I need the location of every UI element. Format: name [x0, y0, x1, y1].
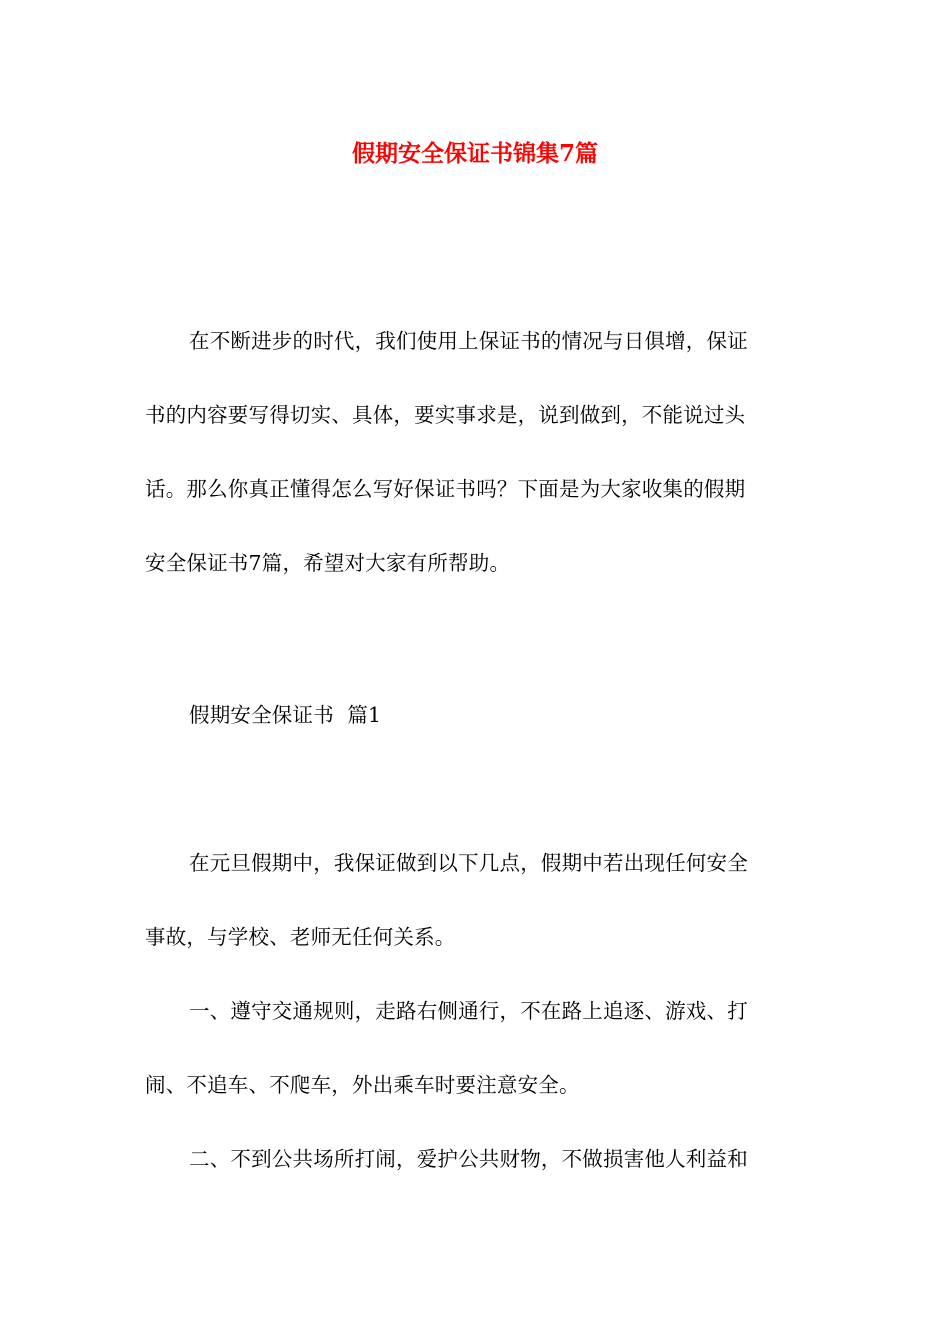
document-title: 假期安全保证书锦集7篇: [351, 140, 598, 167]
list-item-1: [145, 974, 805, 1122]
section-body-paragraph: [145, 826, 805, 974]
section-heading-paragraph: [145, 678, 805, 752]
list-item-2: [145, 1122, 805, 1196]
item-line: 一、遵守交通规则，走路右侧通行，不在路上追逐、游戏、打: [189, 999, 748, 1023]
item-line: 闹、不追车、不爬车，外出乘车时要注意安全。: [145, 1073, 580, 1097]
item-line: 二、不到公共场所打闹，爱护公共财物，不做损害他人利益和: [189, 1147, 748, 1171]
intro-line: 话。那么你真正懂得怎么写好保证书吗？下面是为大家收集的假期: [145, 477, 746, 501]
intro-line: 安全保证书7篇，希望对大家有所帮助。: [145, 551, 511, 575]
intro-paragraph: [145, 304, 805, 600]
body-line: 事故，与学校、老师无任何关系。: [145, 925, 456, 949]
body-line: 在元旦假期中，我保证做到以下几点，假期中若出现任何安全: [189, 851, 748, 875]
intro-line: 在不断进步的时代，我们使用上保证书的情况与日俱增，保证: [189, 329, 748, 353]
intro-line: 书的内容要写得切实、具体，要实事求是，说到做到，不能说过头: [145, 403, 746, 427]
section-heading: 假期安全保证书 篇1: [189, 703, 382, 727]
